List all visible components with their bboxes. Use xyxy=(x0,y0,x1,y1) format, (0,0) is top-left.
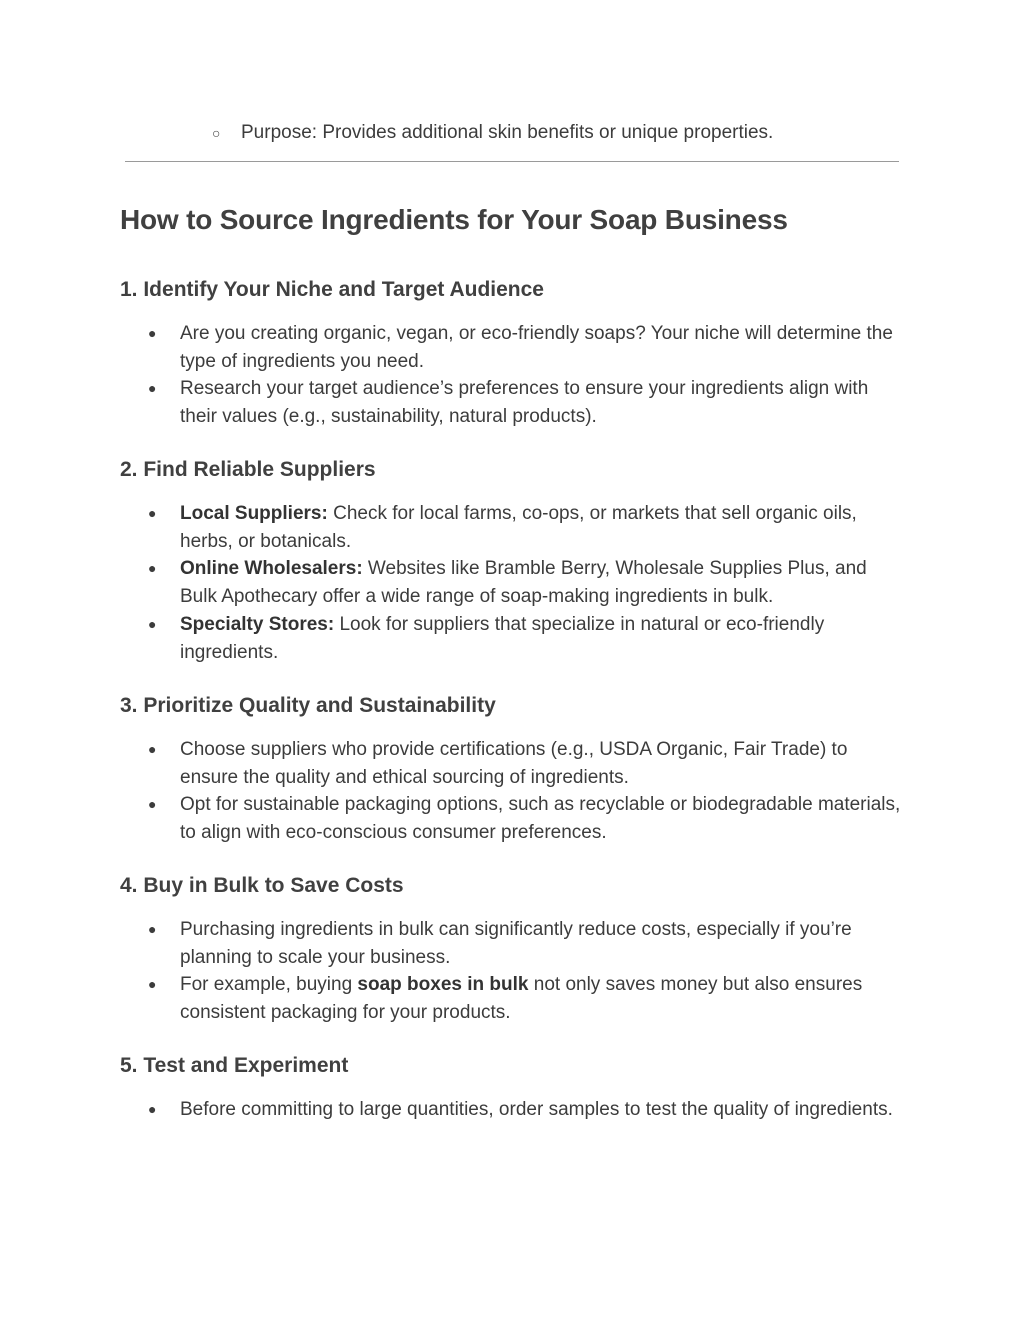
bullet-dot-icon: ● xyxy=(148,741,157,757)
list-item-bold-label: Local Suppliers: xyxy=(180,503,328,524)
section-quality-sustainability xyxy=(120,692,910,844)
bullet-dot-icon: ● xyxy=(148,976,157,993)
bullet-dot-icon: ● xyxy=(148,615,157,632)
list-item-text: Choose suppliers who provide certifications (e.g., USDA Organic, Fair Trade) to ensure the quality and ethical sourcing of ingredients. xyxy=(180,739,848,788)
bullet-dot-icon: ● xyxy=(148,380,157,397)
list-item-text: Look for suppliers that specialize in natural or eco-friendly ingredients. xyxy=(180,613,825,663)
bullet-dot-icon: ● xyxy=(148,796,157,813)
bullet-list xyxy=(148,916,908,1027)
list-item-bold-label: Specialty Stores: xyxy=(180,613,335,635)
list-item-text: Check for local farms, co-ops, or markets that sell organic oils, herbs, or botanicals. xyxy=(180,503,857,552)
bullet-list xyxy=(148,736,908,847)
list-item-text: not only saves money but also ensures consistent packaging for your products. xyxy=(180,974,863,1024)
sub-bullet-text: Purpose: Provides additional skin benefits or unique properties. xyxy=(241,122,774,143)
list-item-text: Purchasing ingredients in bulk can significantly reduce costs, especially if you’re planning to scale your business. xyxy=(180,919,852,968)
page-title: How to Source Ingredients for Your Soap Business xyxy=(120,204,788,235)
bullet-list xyxy=(148,1096,908,1124)
list-item xyxy=(148,1096,908,1124)
section-heading: 2. Find Reliable Suppliers xyxy=(120,458,376,481)
list-item xyxy=(148,375,908,430)
bullet-dot-icon: ● xyxy=(148,560,157,577)
section-test-experiment xyxy=(120,1052,910,1120)
bullet-list xyxy=(148,320,908,431)
list-item-bold-label: Online Wholesalers: xyxy=(180,558,363,580)
list-item xyxy=(148,971,908,1026)
list-item-text: Before committing to large quantities, order samples to test the quality of ingredients. xyxy=(180,1099,893,1120)
bullet-dot-icon: ● xyxy=(148,1101,157,1117)
list-item xyxy=(148,611,908,666)
list-item-text: Opt for sustainable packaging options, such as recyclable or biodegradable materials, to align with eco-conscious consumer preferences. xyxy=(180,794,901,844)
list-item xyxy=(148,555,908,610)
list-item xyxy=(148,320,908,375)
bullet-dot-icon: ● xyxy=(148,505,157,521)
list-item-text-prefix: For example, buying xyxy=(180,974,358,996)
horizontal-divider xyxy=(125,161,899,162)
section-buy-in-bulk xyxy=(120,872,910,1024)
list-item-text: Are you creating organic, vegan, or eco-friendly soaps? Your niche will determine the type of ingredients you need. xyxy=(180,323,893,372)
section-heading: 4. Buy in Bulk to Save Costs xyxy=(120,874,404,897)
hollow-circle-bullet-icon: ○ xyxy=(212,125,221,141)
bullet-list xyxy=(148,500,908,666)
list-item-text: Websites like Bramble Berry, Wholesale Supplies Plus, and Bulk Apothecary offer a wide range of soap-making ingredients in bulk. xyxy=(180,558,867,608)
section-heading: 3. Prioritize Quality and Sustainability xyxy=(120,694,496,717)
list-item-text: Research your target audience’s preferences to ensure your ingredients align with their values (e.g., sustainability, natural products). xyxy=(180,378,869,428)
bullet-dot-icon: ● xyxy=(148,325,157,341)
bullet-dot-icon: ● xyxy=(148,921,157,937)
list-item xyxy=(148,916,908,971)
section-find-suppliers xyxy=(120,456,910,663)
section-identify-niche xyxy=(120,276,910,428)
sub-bullet-item xyxy=(212,120,773,146)
section-heading: 1. Identify Your Niche and Target Audience xyxy=(120,278,544,301)
list-item xyxy=(148,500,908,555)
list-item xyxy=(148,791,908,846)
list-item xyxy=(148,736,908,791)
section-heading: 5. Test and Experiment xyxy=(120,1054,349,1077)
list-item-bold-phrase: soap boxes in bulk xyxy=(357,974,529,996)
